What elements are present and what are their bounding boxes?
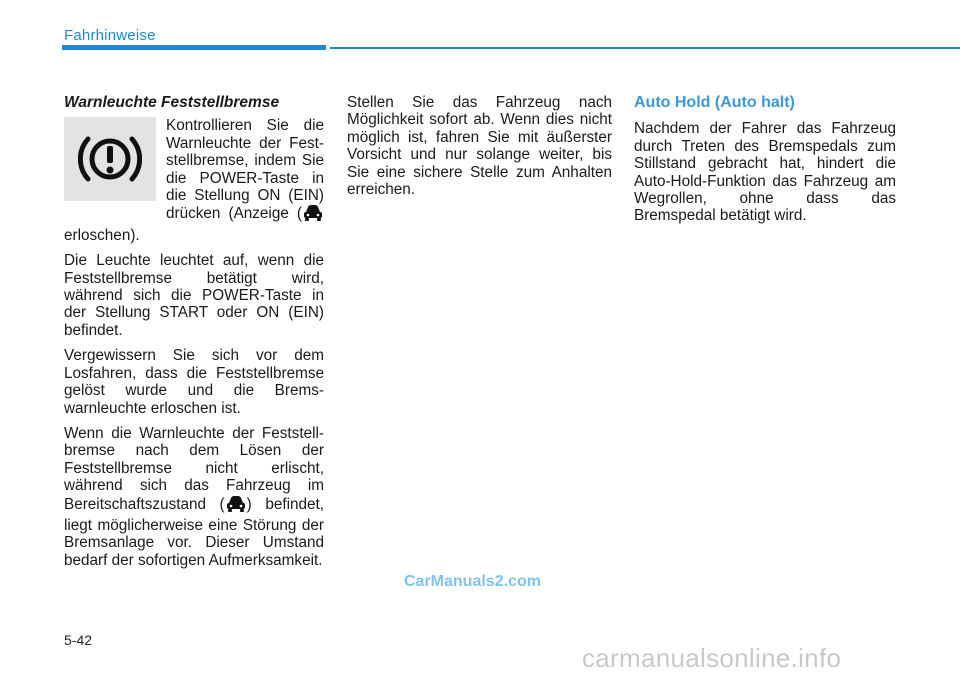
- intro-paragraph: Kontrollieren Sie die Warnleuchte der Feststellbremse, indem Sie die POWER-Taste in die Stellung ON (EIN) drücken (Anzeige ( erloschen).: [64, 117, 324, 244]
- footer-watermark: carmanualsonline.info: [582, 643, 842, 673]
- page-number: 5-42: [64, 632, 93, 648]
- paragraph-auto-hold: Nachdem der Fahrer das Fahrzeug durch Treten des Bremspedals zum Stillstand gebracht hat, hindert die Auto-Hold-Funktion das Fahrzeug am Wegrollen, ohne dass das Bremspedal betätigt wird.: [634, 120, 896, 225]
- header-rule-thin: [330, 47, 960, 49]
- car-ready-icon: [225, 495, 247, 517]
- column-middle: [347, 94, 612, 206]
- header-rule-thick: [62, 45, 326, 50]
- subheading-parking-brake-warning: Warnleuchte Feststellbremse: [64, 94, 280, 111]
- paragraph-check-before-driving: Vergewissern Sie sich vor dem Losfahren, dass die Feststellbremse gelöst wurde und die Bremswarnleuchte erloschen ist.: [64, 347, 324, 417]
- car-ready-icon: [302, 204, 324, 226]
- paragraph-light-not-off: Wenn die Warnleuchte der Feststellbremse nach dem Lösen der Feststellbremse nicht erlischt, während sich das Fahrzeug im Bereitschaftszustand ( ) befindet, liegt möglicherweise eine Störung der Bremsanlage vor. Dieser Umstand bedarf der sofortigen Aufmerksamkeit.: [64, 424, 324, 569]
- column-right: [634, 94, 896, 233]
- watermark-carmanuals: CarManuals2.com: [404, 573, 541, 590]
- paragraph-light-on: Die Leuchte leuchtet auf, wenn die Feststellbremse betätigt wird, während sich die POWER-Taste in der Stellung START oder ON (EIN) befindet.: [64, 252, 324, 339]
- section-title: Fahrhinweise: [64, 27, 156, 44]
- paragraph-stop-vehicle: Stellen Sie das Fahrzeug nach Möglichkeit sofort ab. Wenn dies nicht möglich ist, fahren Sie mit äußerster Vorsicht und nur solange weiter, bis Sie eine sichere Stelle zum Anhalten erreichen.: [347, 94, 612, 199]
- column-left: [64, 94, 324, 577]
- brake-warning-icon: [78, 131, 142, 187]
- warning-light-box: [64, 117, 156, 201]
- heading-auto-hold: Auto Hold (Auto halt): [634, 94, 795, 111]
